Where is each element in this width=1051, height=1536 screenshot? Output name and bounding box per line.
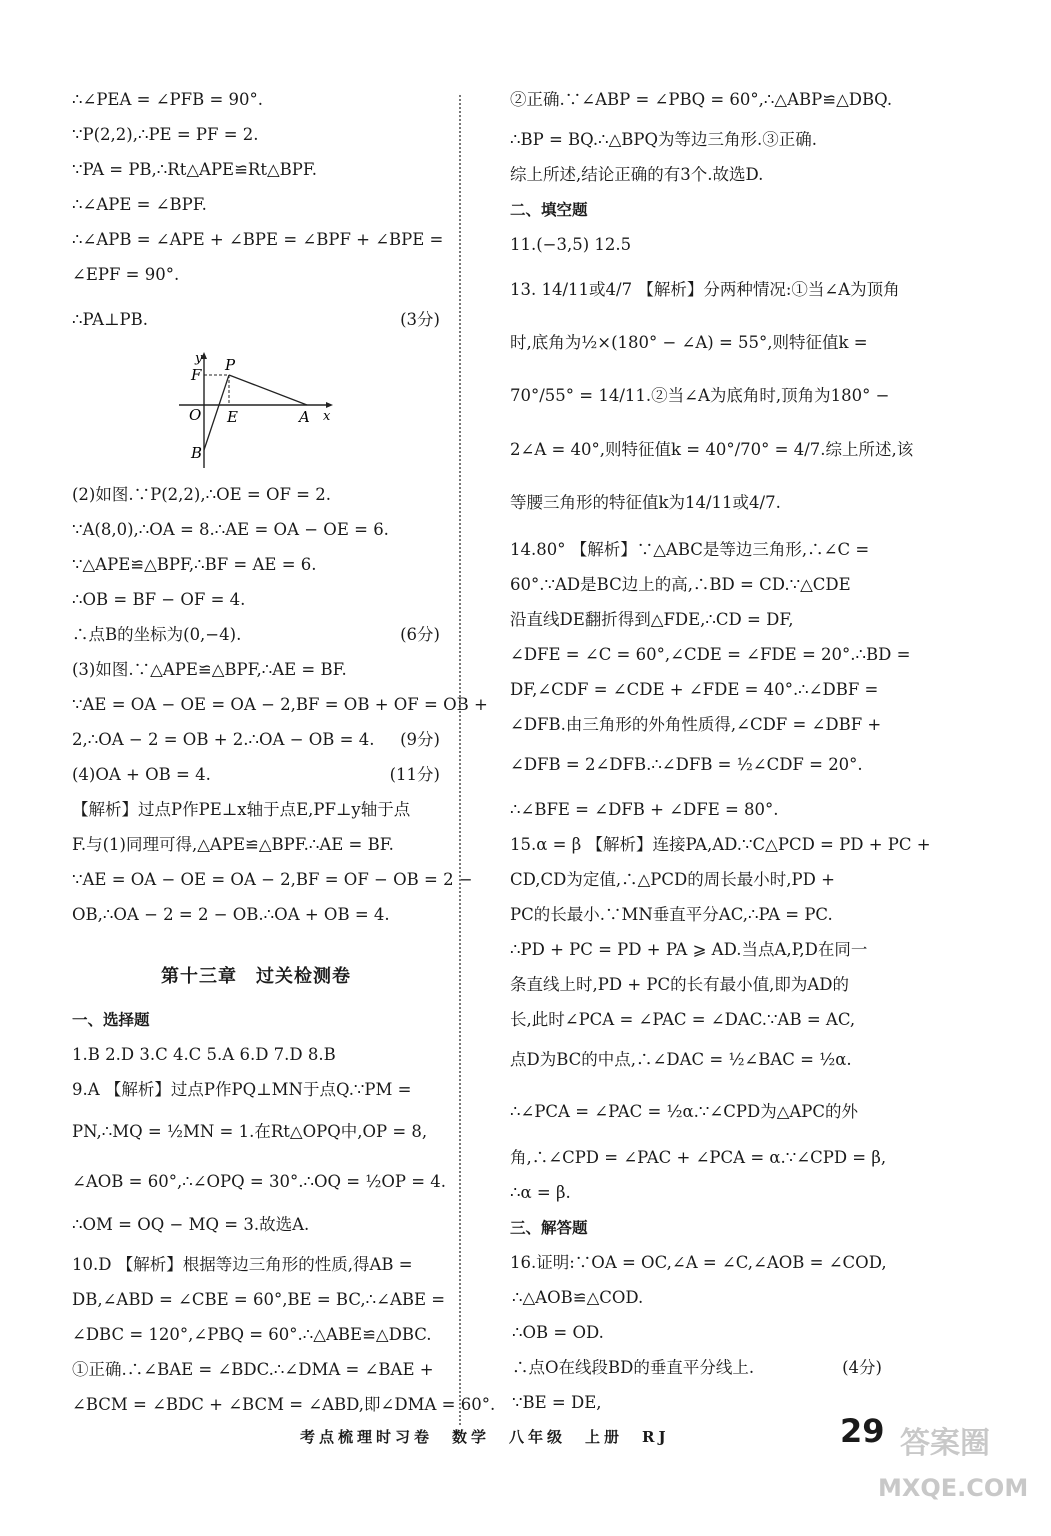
text-line: ∴OB = BF − OF = 4. (72, 590, 246, 609)
text-line: 9.A 【解析】过点P作PQ⊥MN于点Q.∵PM = (72, 1080, 412, 1099)
text-line: ∴∠APB = ∠APE + ∠BPE = ∠BPF + ∠BPE = (72, 230, 444, 249)
segment-PB (204, 375, 229, 450)
text-line-scored (72, 623, 440, 647)
label-A: A (299, 408, 310, 426)
text-line: ∴点B的坐标为(0,−4). (72, 625, 242, 644)
label-E: E (227, 408, 238, 426)
score-label: (9分) (400, 730, 440, 749)
text-line: (2)如图.∵P(2,2),∴OE = OF = 2. (72, 485, 331, 504)
text-line: 时,底角为½×(180° − ∠A) = 55°,则特征值k = (510, 333, 868, 352)
text-line: ∠DFB.由三角形的外角性质得,∠CDF = ∠DBF + (510, 715, 882, 734)
text-line: 综上所述,结论正确的有3个.故选D. (510, 165, 764, 184)
text-line: 长,此时∠PCA = ∠PAC = ∠DAC.∵AB = AC, (510, 1010, 856, 1029)
text-line: (4)OA + OB = 4. (72, 765, 211, 784)
text-line: ∴PA⊥PB. (72, 310, 148, 329)
label-O: O (189, 406, 202, 424)
segment-PA (229, 375, 307, 405)
text-line: ∠EPF = 90°. (72, 265, 180, 284)
coordinate-figure (177, 350, 337, 470)
text-line: ∴∠PEA = ∠PFB = 90°. (72, 90, 264, 109)
text-line: 11.(−3,5) 12.5 (510, 235, 632, 254)
text-line: ②正确.∵∠ABP = ∠PBQ = 60°,∴△ABP≌△DBQ. (510, 90, 893, 109)
text-line: CD,CD为定值,∴△PCD的周长最小时,PD + (510, 870, 835, 889)
text-line-scored (72, 763, 440, 787)
text-line: ∴∠APE = ∠BPF. (72, 195, 207, 214)
text-line: 角,∴∠CPD = ∠PAC + ∠PCA = α.∵∠CPD = β, (510, 1148, 887, 1167)
text-line-scored (72, 308, 440, 332)
text-line: DB,∠ABD = ∠CBE = 60°,BE = BC,∴∠ABE = (72, 1290, 446, 1309)
x-axis-arrow (326, 402, 333, 408)
watermark-logo: 答案圈 (900, 1426, 990, 1461)
text-line: 等腰三角形的特征值k为14/11或4/7. (510, 493, 781, 512)
text-line: 13. 14/11或4/7 【解析】分两种情况:①当∠A为顶角 (510, 280, 900, 299)
score-label: (6分) (400, 625, 440, 644)
text-line: 【解析】过点P作PE⊥x轴于点E,PF⊥y轴于点 (72, 800, 411, 819)
text-line: ∵A(8,0),∴OA = 8.∴AE = OA − OE = 6. (72, 520, 389, 539)
label-P: P (225, 356, 236, 374)
text-line: 点D为BC的中点,∴∠DAC = ½∠BAC = ½α. (510, 1050, 852, 1069)
text-line: ∵△APE≌△BPF,∴BF = AE = 6. (72, 555, 317, 574)
text-line: 70°/55° = 14/11.②当∠A为底角时,顶角为180° − (510, 386, 890, 405)
text-line: 16.证明:∵OA = OC,∠A = ∠C,∠AOB = ∠COD, (510, 1253, 887, 1272)
text-line: ∠AOB = 60°,∴∠OPQ = 30°.∴OQ = ½OP = 4. (72, 1172, 447, 1191)
text-line: PC的长最小.∵MN垂直平分AC,∴PA = PC. (510, 905, 833, 924)
text-line: ∴∠PCA = ∠PAC = ½α.∵∠CPD为△APC的外 (510, 1102, 859, 1121)
text-line: ∴OB = OD. (512, 1323, 604, 1342)
section-heading: 三、解答题 (510, 1219, 588, 1237)
text-line: ∴α = β. (510, 1183, 571, 1202)
text-line: ∴OM = OQ − MQ = 3.故选A. (72, 1215, 310, 1234)
score-label: (11分) (389, 765, 440, 784)
text-line: 14.80° 【解析】∵△ABC是等边三角形,∴∠C = (510, 540, 870, 559)
text-line: ∵AE = OA − OE = OA − 2,BF = OF − OB = 2 − (72, 870, 473, 889)
text-line: OB,∴OA − 2 = 2 − OB.∴OA + OB = 4. (72, 905, 390, 924)
text-line: ∴△AOB≌△COD. (512, 1288, 644, 1307)
text-line: F.与(1)同理可得,△APE≌△BPF.∴AE = BF. (72, 835, 394, 854)
text-line: 15.α = β 【解析】连接PA,AD.∵C△PCD = PD + PC + (510, 835, 931, 854)
column-divider (459, 95, 461, 1425)
text-line: ∵AE = OA − OE = OA − 2,BF = OB + OF = OB + (72, 695, 488, 714)
text-line: ∵P(2,2),∴PE = PF = 2. (72, 125, 259, 144)
score-label: (3分) (400, 310, 440, 329)
text-line: ∵PA = PB,∴Rt△APE≌Rt△BPF. (72, 160, 318, 179)
text-line: ∵BE = DE, (512, 1393, 602, 1412)
text-line: ∴∠BFE = ∠DFB + ∠DFE = 80°. (510, 800, 779, 819)
text-line-scored (72, 728, 440, 752)
text-line: 2,∴OA − 2 = OB + 2.∴OA − OB = 4. (72, 730, 375, 749)
text-line-scored (510, 1356, 882, 1380)
text-line: ∴点O在线段BD的垂直平分线上. (512, 1358, 755, 1377)
text-line: ∠DFE = ∠C = 60°,∠CDE = ∠FDE = 20°.∴BD = (510, 645, 911, 664)
answer-row: 1.B 2.D 3.C 4.C 5.A 6.D 7.D 8.B (72, 1045, 336, 1064)
text-line: ∴BP = BQ.∴△BPQ为等边三角形.③正确. (510, 130, 818, 149)
text-line: (3)如图.∵△APE≌△BPF,∴AE = BF. (72, 660, 347, 679)
watermark-url: MXQE.COM (878, 1474, 1029, 1502)
text-line: 10.D 【解析】根据等边三角形的性质,得AB = (72, 1255, 413, 1274)
page-footer: 考点梳理时习卷 数学 八年级 上册 RJ (300, 1428, 670, 1446)
text-line: 条直线上时,PD + PC的长有最小值,即为AD的 (510, 975, 850, 994)
text-line: ∠BCM = ∠BDC + ∠BCM = ∠ABD,即∠DMA = 60°. (72, 1395, 496, 1414)
label-y: y (195, 351, 203, 366)
page-number: 29 (840, 1412, 885, 1450)
text-line: 60°.∵AD是BC边上的高,∴BD = CD.∵△CDE (510, 575, 851, 594)
score-label: (4分) (842, 1358, 882, 1377)
text-line: ∠DFB = 2∠DFB.∴∠DFB = ½∠CDF = 20°. (510, 755, 863, 774)
label-F: F (191, 366, 202, 384)
text-line: 2∠A = 40°,则特征值k = 40°/70° = 4/7.综上所述,该 (510, 440, 914, 459)
chapter-title: 第十三章 过关检测卷 (161, 966, 351, 987)
label-x: x (323, 409, 331, 424)
label-B: B (191, 444, 203, 462)
text-line: 沿直线DE翻折得到△FDE,∴CD = DF, (510, 610, 794, 629)
text-line: PN,∴MQ = ½MN = 1.在Rt△OPQ中,OP = 8, (72, 1122, 428, 1141)
section-heading: 一、选择题 (72, 1011, 150, 1029)
text-line: ∠DBC = 120°,∠PBQ = 60°.∴△ABE≌△DBC. (72, 1325, 432, 1344)
text-line: DF,∠CDF = ∠CDE + ∠FDE = 40°.∴∠DBF = (510, 680, 879, 699)
section-heading: 二、填空题 (510, 201, 588, 219)
text-line: ∴PD + PC = PD + PA ⩾ AD.当点A,P,D在同一 (510, 940, 868, 959)
text-line: ①正确.∴∠BAE = ∠BDC.∴∠DMA = ∠BAE + (72, 1360, 434, 1379)
